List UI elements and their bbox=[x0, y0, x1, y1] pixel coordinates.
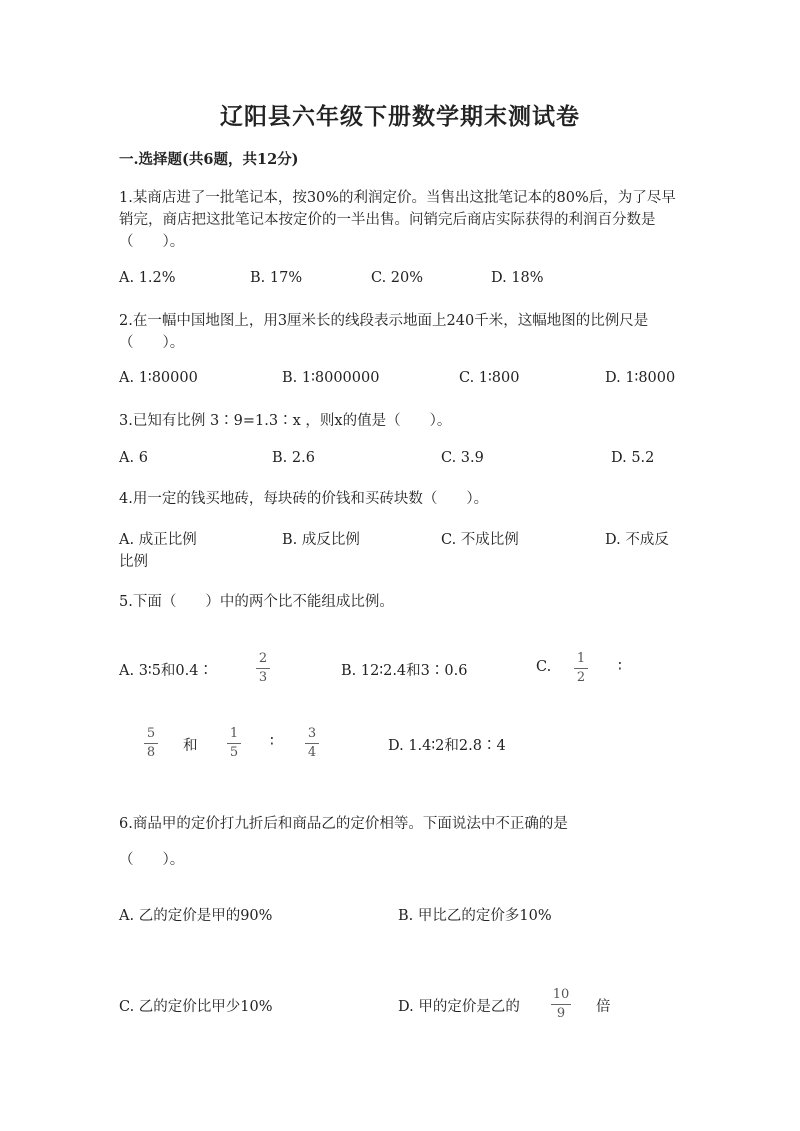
q2-option-d[interactable]: D. 1∶8000 bbox=[605, 370, 676, 386]
q4-option-b[interactable]: B. 成反比例 bbox=[282, 532, 360, 548]
fraction-denominator: 8 bbox=[146, 745, 156, 760]
q4-option-d-continued: 比例 bbox=[119, 554, 148, 570]
q5-option-a[interactable]: A. 3∶5和0.4∶ bbox=[119, 663, 213, 679]
fraction-numerator: 3 bbox=[307, 726, 317, 741]
q6-option-d-suffix: 倍 bbox=[596, 999, 611, 1015]
q3-option-a[interactable]: A. 6 bbox=[119, 450, 148, 466]
q1-option-c[interactable]: C. 20% bbox=[371, 270, 424, 286]
ratio-colon: ∶ bbox=[618, 659, 622, 675]
fraction-denominator: 4 bbox=[307, 745, 317, 760]
question-4-text: 4.用一定的钱买地砖，每块砖的价钱和买砖块数（ ）。 bbox=[119, 491, 489, 507]
and-word: 和 bbox=[183, 738, 198, 754]
fraction-numerator: 5 bbox=[146, 726, 156, 741]
q2-option-b[interactable]: B. 1∶8000000 bbox=[282, 370, 380, 386]
fraction-one-fifth bbox=[227, 727, 241, 760]
q1-option-d[interactable]: D. 18% bbox=[491, 270, 544, 286]
q1-option-a[interactable]: A. 1.2% bbox=[119, 270, 176, 286]
fraction-two-thirds bbox=[256, 652, 270, 685]
question-5-text: 5.下面（ ）中的两个比不能组成比例。 bbox=[119, 594, 394, 610]
q6-option-d[interactable]: D. 甲的定价是乙的 bbox=[398, 999, 520, 1015]
q6-option-c[interactable]: C. 乙的定价比甲少10% bbox=[119, 999, 273, 1015]
q6-option-a[interactable]: A. 乙的定价是甲的90% bbox=[119, 908, 273, 924]
q6-option-b[interactable]: B. 甲比乙的定价多10% bbox=[398, 908, 552, 924]
question-2-text: 2.在一幅中国地图上，用3厘米长的线段表示地面上240千米，这幅地图的比例尺是（ ）。 bbox=[119, 313, 649, 351]
q4-option-c[interactable]: C. 不成比例 bbox=[441, 532, 519, 548]
question-6-text: 6.商品甲的定价打九折后和商品乙的定价相等。下面说法中不正确的是 bbox=[119, 816, 568, 832]
q3-option-c[interactable]: C. 3.9 bbox=[441, 450, 484, 466]
q4-option-a[interactable]: A. 成正比例 bbox=[119, 532, 197, 548]
q2-option-c[interactable]: C. 1∶800 bbox=[459, 370, 520, 386]
fraction-denominator: 2 bbox=[576, 670, 586, 685]
page-title: 辽阳县六年级下册数学期末测试卷 bbox=[220, 103, 580, 130]
ratio-colon-2: ∶ bbox=[270, 734, 274, 750]
fraction-five-eighths bbox=[144, 727, 158, 760]
section-heading: 一.选择题(共6题，共12分) bbox=[119, 151, 299, 168]
fraction-denominator: 3 bbox=[258, 670, 268, 685]
fraction-numerator: 2 bbox=[258, 651, 268, 666]
question-1-text: 1.某商店进了一批笔记本，按30%的利润定价。当售出这批笔记本的80%后，为了尽早销完，商店把这批笔记本按定价的一半出售。问销完后商店实际获得的利润百分数是（ ）。 bbox=[119, 190, 676, 250]
fraction-denominator: 5 bbox=[229, 745, 239, 760]
fraction-one-half bbox=[574, 652, 588, 685]
q3-option-b[interactable]: B. 2.6 bbox=[272, 450, 315, 466]
fraction-ten-ninths bbox=[551, 988, 571, 1021]
fraction-three-quarters bbox=[305, 727, 319, 760]
question-3-text: 3.已知有比例 3∶9=1.3∶x ，则x的值是（ ）。 bbox=[119, 413, 452, 429]
q1-option-b[interactable]: B. 17% bbox=[250, 270, 303, 286]
q3-option-d[interactable]: D. 5.2 bbox=[611, 450, 655, 466]
q4-option-d[interactable]: D. 不成反 bbox=[605, 532, 669, 548]
q2-option-a[interactable]: A. 1∶80000 bbox=[119, 370, 198, 386]
q5-option-b[interactable]: B. 12∶2.4和3∶0.6 bbox=[341, 663, 468, 679]
q5-option-d[interactable]: D. 1.4∶2和2.8∶4 bbox=[388, 738, 506, 754]
fraction-numerator: 10 bbox=[552, 987, 570, 1002]
q5-option-c[interactable]: C. bbox=[536, 659, 552, 675]
fraction-numerator: 1 bbox=[576, 651, 586, 666]
fraction-denominator: 9 bbox=[556, 1006, 566, 1021]
question-6-text-continued: （ ）。 bbox=[119, 852, 185, 868]
fraction-numerator: 1 bbox=[229, 726, 239, 741]
